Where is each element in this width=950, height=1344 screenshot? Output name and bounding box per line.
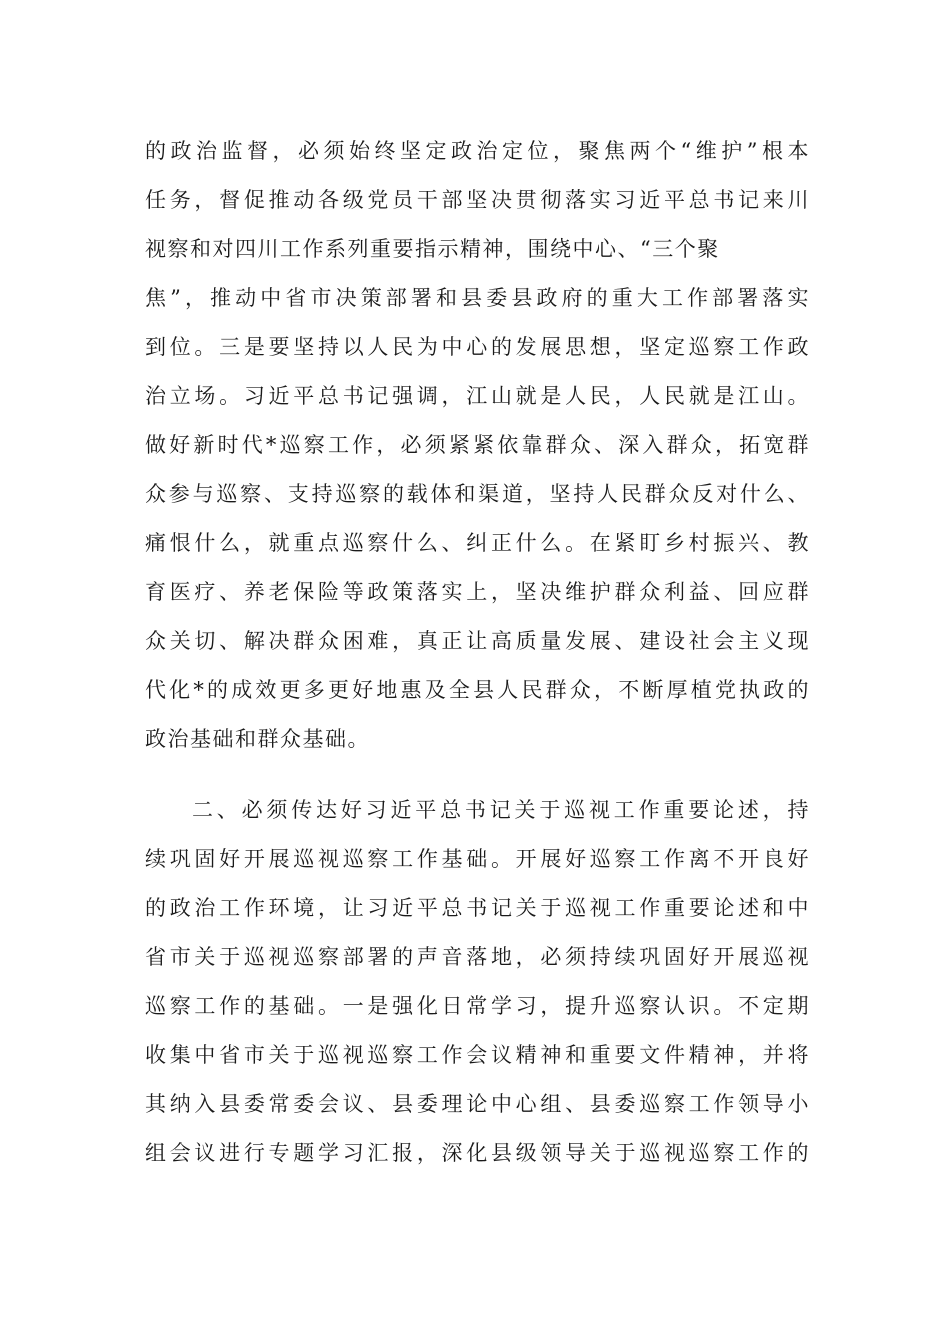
paragraph-1-line-4: 焦”，推动中省市决策部署和县委县政府的重大工作部署落实 xyxy=(145,286,810,310)
paragraph-1-line-3: 视察和对四川工作系列重要指示精神，围绕中心、“三个聚 xyxy=(145,237,720,261)
paragraph-1-line-5: 到位。三是要坚持以人民为中心的发展思想，坚定巡察工作政 xyxy=(145,335,810,359)
paragraph-2-line-4: 省市关于巡视巡察部署的声音落地，必须持续巩固好开展巡视 xyxy=(145,945,810,969)
paragraph-1-line-6: 治立场。习近平总书记强调，江山就是人民，人民就是江山。 xyxy=(145,384,810,408)
paragraph-2-line-5: 巡察工作的基础。一是强化日常学习，提升巡察认识。不定期 xyxy=(145,994,810,1018)
paragraph-1-line-8: 众参与巡察、支持巡察的载体和渠道，坚持人民群众反对什么、 xyxy=(145,482,810,506)
paragraph-2-line-7: 其纳入县委常委会议、县委理论中心组、县委巡察工作领导小 xyxy=(145,1092,810,1116)
paragraph-2-line-3: 的政治工作环境，让习近平总书记关于巡视工作重要论述和中 xyxy=(145,896,810,920)
document-body xyxy=(145,0,810,1344)
paragraph-1-line-13: 政治基础和群众基础。 xyxy=(145,727,370,751)
paragraph-1-line-10: 育医疗、养老保险等政策落实上，坚决维护群众利益、回应群 xyxy=(145,580,810,604)
paragraph-2-line-8: 组会议进行专题学习汇报，深化县级领导关于巡视巡察工作的 xyxy=(145,1141,810,1165)
paragraph-1-line-12: 代化*的成效更多更好地惠及全县人民群众，不断厚植党执政的 xyxy=(145,678,810,702)
paragraph-1-line-7: 做好新时代*巡察工作，必须紧紧依靠群众、深入群众，拓宽群 xyxy=(145,433,810,457)
paragraph-1-line-2: 任务，督促推动各级党员干部坚决贯彻落实习近平总书记来川 xyxy=(145,188,810,212)
paragraph-2-line-1: 二、必须传达好习近平总书记关于巡视工作重要论述，持 xyxy=(192,798,810,822)
paragraph-2-line-2: 续巩固好开展巡视巡察工作基础。开展好巡察工作离不开良好 xyxy=(145,847,810,871)
paragraph-1-line-1: 的政治监督，必须始终坚定政治定位，聚焦两个“维护”根本 xyxy=(145,139,810,163)
paragraph-2-line-6: 收集中省市关于巡视巡察工作会议精神和重要文件精神，并将 xyxy=(145,1043,810,1067)
paragraph-1-line-11: 众关切、解决群众困难，真正让高质量发展、建设社会主义现 xyxy=(145,629,810,653)
paragraph-1-line-9: 痛恨什么，就重点巡察什么、纠正什么。在紧盯乡村振兴、教 xyxy=(145,531,810,555)
